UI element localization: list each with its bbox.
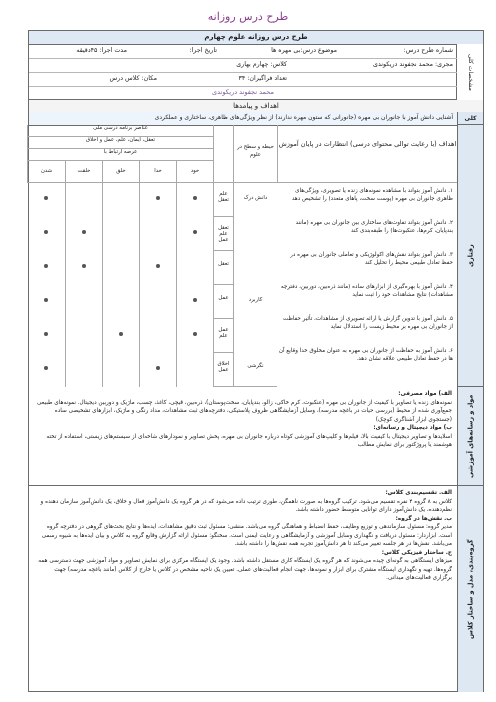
lesson-plan-frame [28, 30, 484, 692]
grid-col [27, 183, 65, 387]
objective-1: ۱. دانش آموز بتواند با مشاهده نمونه‌های زنده یا تصویری، ویژگی‌های ظاهری جانوران بی مهره (پوست سخت، پاهای متعدد) را تشخیص دهد [291, 188, 453, 202]
side-materials-label: مواد و رسانه‌های آموزشی [466, 394, 475, 478]
element-3: تعقل [213, 251, 233, 285]
place: مکان: کلاس درس [109, 75, 157, 82]
groups-title-a: الف. تقسیم‌بندی کلاس: [385, 490, 452, 496]
elements-head: عناصر برنامه درسی ملی [27, 125, 213, 137]
domain-2 [233, 223, 277, 287]
info-row-3 [29, 72, 457, 87]
date: تاریخ اجرا: [189, 47, 217, 54]
materials-text-b: اسلایدها و تصاویر دیجیتال با کیفیت بالا، فیلم‌ها و کلیپ‌های آموزشی کوتاه درباره جانوران بی مهره، پخش تصاویر و نمودارهای شاخه‌ای از سیستم‌های زیستی، استفاده از تخته هوشمند یا پروژکتور برای نمایش مطالب [46, 433, 452, 448]
goals-table [29, 125, 457, 387]
materials-title-a: الف) مواد مصرفی: [398, 391, 452, 397]
element-1: علم تعقل [213, 183, 233, 217]
plan-number: شماره طرح درس: [403, 47, 453, 54]
side-groups [457, 486, 483, 692]
groups-title-c: ج. ساختار فیزیکی کلاس: [381, 549, 452, 556]
element-4: عمل [213, 285, 233, 319]
side-groups-label: گروه‌بندی، مدل و ساختار کلاس [466, 539, 475, 639]
objective-5: ۵. دانش آموز با تدوین گزارش یا ارائه تصویری از مشاهدات، تأثیر حفاظت از جانوران بی مهره بر محیط زیست را استدلال نماید [282, 316, 453, 330]
side-behavior-label: رفتاری [466, 244, 475, 267]
performer: مجری: محمد نجفوند دریکوندی [373, 61, 453, 68]
grid-col [102, 183, 139, 387]
side-general: کلی [457, 112, 483, 125]
side-materials [457, 387, 483, 486]
materials-block [29, 387, 457, 486]
header-band: طرح درس روزانه علوم چهارم [29, 31, 483, 45]
objectives-head: اهداف (با رعایت توالی محتوای درسی) انتظارات در پایان آموزش [277, 125, 457, 183]
objective-3: ۳. دانش آموز بتواند نقش‌های اکولوژیکی و تعاملی جانوران بی مهره در حفظ تعادل طبیعی محیط را تحلیل کند [290, 252, 453, 266]
materials-title-b: ب) مواد دیجیتال و رسانه‌ای: [373, 425, 452, 431]
page-title: طرح درس روزانه [207, 10, 289, 23]
students: تعداد فراگیران: ۳۴ [238, 75, 287, 82]
groups-title-b: ب. نقش‌ها در گروه: [395, 515, 452, 522]
elements-col-head [213, 125, 233, 183]
col-other: شدن [27, 161, 65, 183]
col-god: خدا [139, 161, 176, 183]
groups-text-a: کلاس به ۸ گروه ۴ نفره تقسیم می‌شود. ترکیب گروه‌ها به صورت ناهمگن، طوری ترتیب داده می‌شود که در هر گروه یک دانش‌آموز فعال و خلاق، یک دانش‌آموز سازمان دهنده و نظم‌دهنده، یک دانش‌آموز دارای توانایی متوسط حضور داشته باشد. [40, 498, 452, 513]
groups-text-c: میزهای ایستگاهی به گونه‌ای چیده می‌شوند که هر گروه یک ایستگاه کاری مستقل داشته باشد. وجود یک ایستگاه مرکزی برای نمایش تصاویر و مواد آموزشی جهت دسترسی همه گروه‌ها. تهیه و نگهداری ایستگاه مشترک برای ابزار و نمونه‌ها، جهت انجام فعالیت‌های عملی. تعیین یک ناحیه مشخص در کلاس یا خارج از کلاس (مانند باغچه مدرسه) جهت برگزاری فعالیت‌های میدانی. [38, 558, 452, 581]
domain-4 [233, 317, 277, 349]
elements-relation-head: عرصه ارتباط با [27, 149, 213, 161]
groups-block [29, 486, 457, 692]
objective-6: ۶. دانش آموز به حفاظت از جانوران بی مهره به عنوان مخلوق خدا وقایع آن ها در حفظ تعادل طبیعی علاقه نشان دهد. [278, 348, 453, 362]
col-nature: خلقت [65, 161, 102, 183]
col-creation: خلق [102, 161, 139, 183]
materials-text-a: نمونه‌های زنده یا تصاویر با کیفیت از جانوران بی مهره (عنکبوت، کرم خاکی، زالو، بندپایان، سخت‌پوستان)، ذره‌بین، قیچی، کاغذ، چسب، ماژیک و دوربین دیجیتال. نمونه‌های طبیعی جمع‌آوری شده از محیط (بررسی حیات در باغچه مدرسه)، وسایل آزمایشگاهی ظروف پلاستیکی، دفترچه‌های ثبت مشاهدات، مداد رنگی و ماژیک، ابزارهای تشخیصی ساده (جستجوی ابزار آشنا‌گری کوچک) [37, 399, 452, 423]
duration: مدت اجرا: ۴۵دقیقه [76, 47, 127, 54]
groups-text-b: مدیر گروه: مسئول سازماندهی و توزیع وظایف، حفظ انضباط و هماهنگی گروه می‌باشد. منشی: مسئول ثبت دقیق مشاهدات، ایده‌ها و نتایج بحث‌های گروهی در دفترچه گروه است. ابزاردار: مسئول دریافت و نگهداری وسایل آموزشی و آزمایشگاهی و رعایت ایمنی است. سخنگو: مسئول ارائه گزارش وقایع گروه به کلاس و بیان ایده‌ها به شیوه رسمی می‌باشد. نقش‌ها در هر جلسه تغییر می‌کند تا هر دانش‌آموز تجربه همه نقش‌ها را داشته باشد. [41, 524, 452, 547]
grid-col [65, 183, 102, 387]
domain-5: نگرشی [233, 349, 277, 387]
element-6: اخلاق عمل [213, 353, 233, 387]
teacher-line: محمد نجفوند دریکوندی [29, 86, 457, 100]
side-label-info: مشخصات کلی [456, 44, 483, 100]
domain-3: کاربرد [233, 287, 277, 317]
element-5: عمل علم [213, 319, 233, 353]
element-2: تعقل علم عمل [213, 217, 233, 251]
subject: موضوع درس:بی مهره ها [271, 47, 337, 54]
info-row-2 [29, 58, 457, 73]
objective-2: ۲. دانش آموز بتواند تفاوت‌های ساختاری بین جانوران بی مهره (مانند بندپایان، کرم‌ها، عنکبوت‌ها) را طبقه‌بندی کند [295, 220, 453, 234]
class: کلاس: چهارم بهاری [236, 61, 287, 68]
grid-col [139, 183, 176, 387]
domain-head: حیطه و سطح در علوم [233, 125, 277, 183]
side-goals [457, 125, 483, 387]
grid-col [176, 183, 213, 387]
general-goal: آشنایی دانش آموز با جانوران بی مهره (جانورانی که ستون مهره ندارند) از نظر ویژگی‌های ظاهری، ساختاری و عملکردی [29, 112, 457, 126]
info-row-1 [29, 44, 457, 59]
domain-1: دانش درک [233, 183, 277, 223]
col-self: خود [176, 161, 213, 183]
info-section [29, 44, 483, 100]
elements-sub-head: تعقل، ایمان، علم، عمل و اخلاق [27, 137, 213, 149]
objective-4: ۴. دانش آموز با بهره‌گیری از ابزارهای ساده (مانند ذره‌بین، دوربین، دفترچه مشاهدات) نتایج مشاهدات خود را ثبت نماید [280, 284, 453, 298]
goals-title: اهداف و پیامدها [29, 100, 483, 113]
